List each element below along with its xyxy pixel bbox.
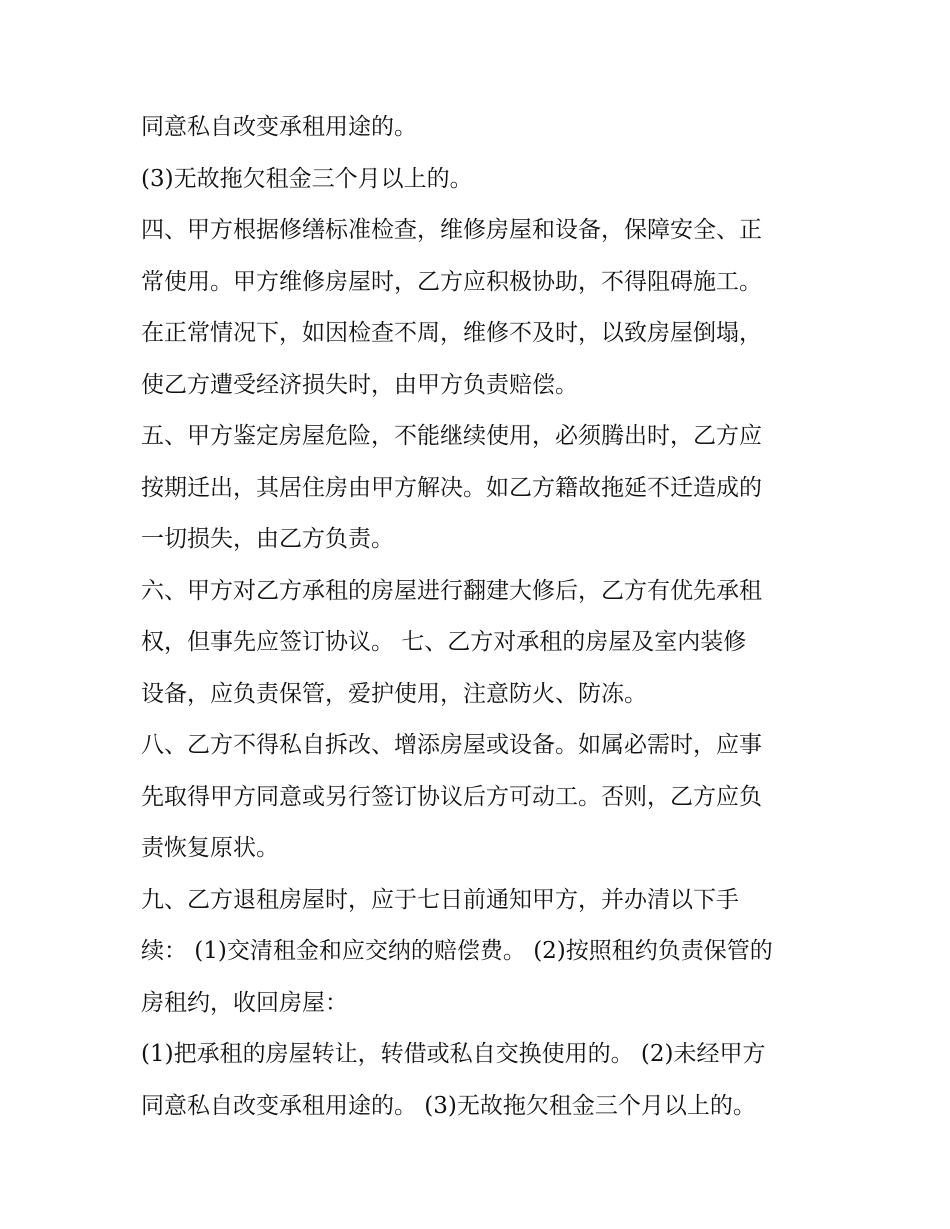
text-line: 八、乙方不得私自拆改、增添房屋或设备。如属必需时，应事 (141, 732, 762, 758)
text-line: 责恢复原状。 (141, 835, 279, 861)
text-line: 常使用。甲方维修房屋时，乙方应积极协助，不得阻碍施工。 (141, 268, 762, 295)
text-line: 权，但事先应签订协议。 七、乙方对承租的房屋及室内装修 (141, 629, 747, 655)
text-line: 一切损失，由乙方负责。 (141, 526, 394, 552)
text-line: 使乙方遭受经济损失时，由甲方负责赔偿。 (141, 371, 578, 398)
text-line: 设备，应负责保管，爱护使用，注意防火、防冻。 (141, 680, 647, 707)
text-line: 先取得甲方同意或另行签订协议后方可动工。否则，乙方应负 (141, 783, 762, 810)
text-line: 续： (1)交清租金和应交纳的赔偿费。 (2)按照租约负责保管的 (141, 938, 773, 964)
text-line: 在正常情况下，如因检查不周，维修不及时，以致房屋倒塌， (141, 320, 762, 346)
text-line: (3)无故拖欠租金三个月以上的。 (141, 165, 473, 192)
text-line: (1)把承租的房屋转让，转借或私自交换使用的。 (2)未经甲方 (141, 1041, 766, 1067)
text-line: 九、乙方退租房屋时，应于七日前通知甲方，并办清以下手 (141, 886, 739, 913)
text-line: 按期迁出，其居住房由甲方解决。如乙方籍故拖延不迁造成的 (141, 474, 762, 501)
text-line: 同意私自改变承租用途的。 (141, 114, 417, 140)
text-line: 房租约，收回房屋： (141, 989, 348, 1016)
text-line: 同意私自改变承租用途的。 (3)无故拖欠租金三个月以上的。 (141, 1092, 756, 1119)
document-body (141, 102, 831, 1132)
text-line: 五、甲方鉴定房屋危险，不能继续使用，必须腾出时，乙方应 (141, 423, 762, 449)
text-line: 四、甲方根据修缮标准检查，维修房屋和设备，保障安全、正 (141, 217, 762, 243)
text-line: 六、甲方对乙方承租的房屋进行翻建大修后，乙方有优先承租 (141, 577, 762, 604)
